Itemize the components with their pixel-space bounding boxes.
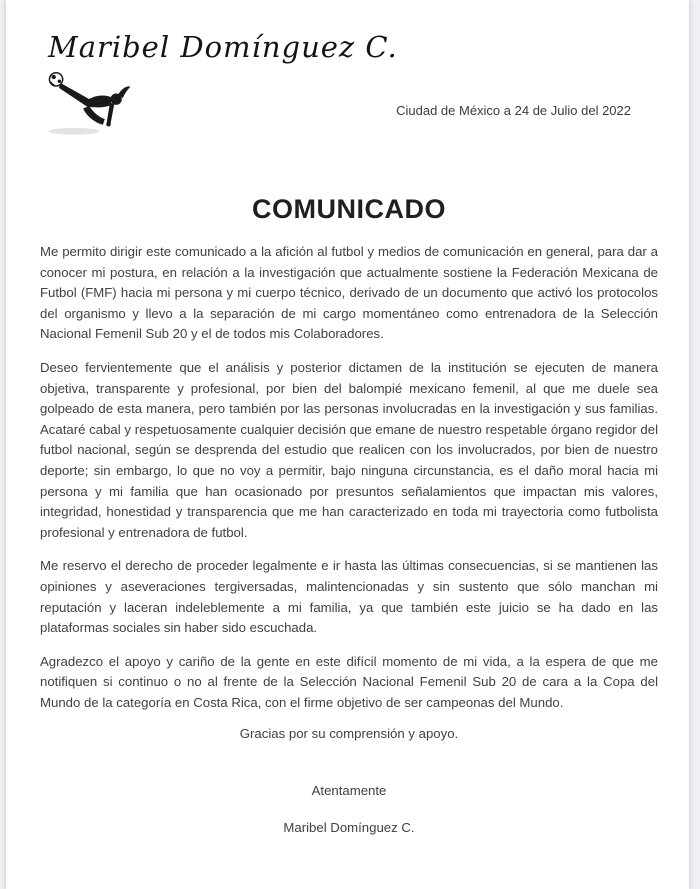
paragraph: Me permito dirigir este comunicado a la afición al futbol y medios de comunicación en general, para dar a conocer mi postura, en relación a la investigación que actualmente sostiene la Federación Mexicana de Futbol (FMF) hacia mi persona y mi cuerpo técnico, derivado de un documento que activó los protocolos del organismo y llevo a la separación de mi cargo momentáneo como entrenadora de la Selección Nacional Femenil Sub 20 y el de todos mis Colaboradores. [40,244,658,342]
closing-salutation: Atentamente [311,783,387,799]
closing-signature: Maribel Domínguez C. [283,820,415,836]
dateline: Ciudad de México a 24 de Julio del 2022 [396,102,631,118]
logo-row [40,68,658,138]
letter-content [6,0,689,835]
paragraph: Me reservo el derecho de proceder legalmente e ir hasta las últimas consecuencias, si se mantienen las opiniones y aseveraciones tergiversadas, malintencionadas y sin sustento que sólo manchan mi reputación y laceran indeleblemente a mi familia, ya que también este juicio se ha dado en las plataformas sociales sin haber sido escuchada. [40,558,658,636]
soccer-player-bicycle-kick-icon [40,68,144,138]
letterhead [40,0,658,138]
letter-page [6,0,689,889]
paragraph: Deseo fervientemente que el análisis y posterior dictamen de la institución se ejecuten de manera objetiva, transparente y profesional, por bien del balompié mexicano femenil, al que me duele sea golpeado de esta manera, pero también por las personas involucradas en la investigación y sus familias. Acataré cabal y respetuosamente cualquier decisión que emane de nuestro respetable órgano regidor del futbol nacional, según se desprenda del estudio que realicen con los involucrados, por bien de nuestro deporte; sin embargo, lo que no voy a permitir, bajo ninguna circunstancia, es el daño moral hacia mi persona y mi familia que han ocasionado por presuntos señalamientos que impactan mis valores, integridad, honestidad y transparencia que me han caracterizado en toda mi trayectoria como futbolista profesional y entrenadora de futbol. [40,359,658,540]
letter-body [40,242,658,713]
letter-title: COMUNICADO [252,194,446,224]
closing-thanks: Gracias por su comprensión y apoyo. [239,726,459,742]
paragraph: Agradezco el apoyo y cariño de la gente en este difícil momento de mi vida, a la espera de que me notifiquen si continuo o no al frente de la Selección Nacional Femenil Sub 20 de cara a la Copa del Mundo de la categoría en Costa Rica, con el firme objetivo de ser campeonas del Mundo. [40,653,658,710]
letterhead-name: Maribel Domínguez C. [48,30,398,64]
